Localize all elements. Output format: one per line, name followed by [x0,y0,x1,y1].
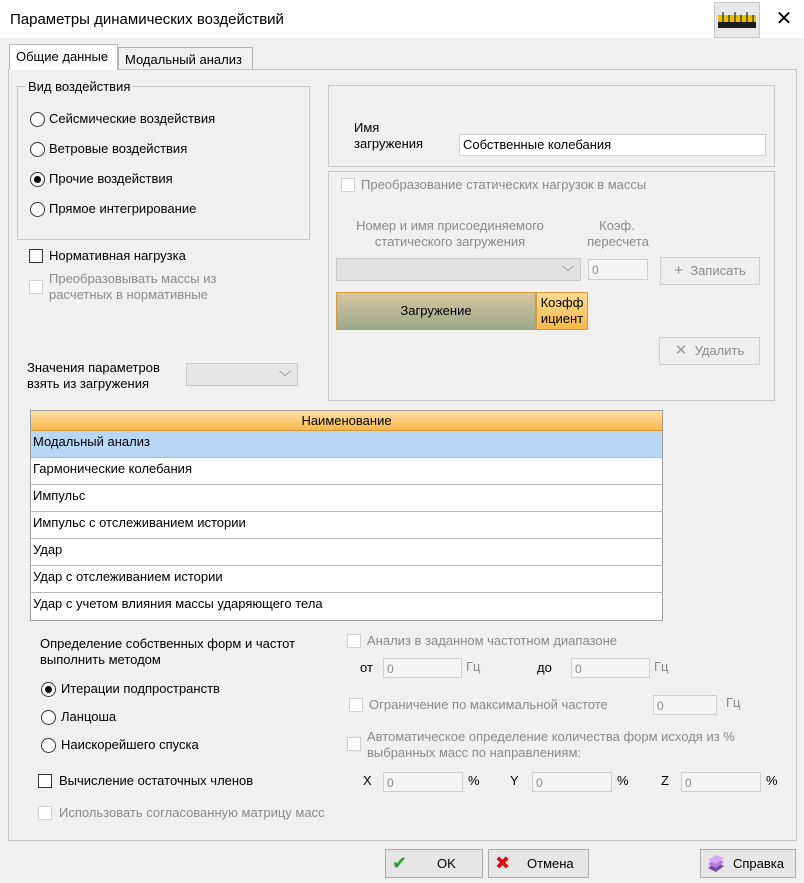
static-to-mass-label: Преобразование статических нагрузок в массы [361,177,647,192]
freq-to-label: до [537,660,552,675]
write-button[interactable] [660,257,760,285]
plus-icon: + [674,262,683,279]
residual-terms-label: Вычисление остаточных членов [59,773,254,788]
tab-general[interactable]: Общие данные [9,44,118,70]
z-input[interactable]: 0 [681,772,761,792]
freq-range-checkbox[interactable] [347,634,361,648]
coef-input[interactable]: 0 [588,259,648,280]
delete-button[interactable] [659,337,760,365]
y-label: Y [510,773,519,788]
list-item[interactable]: Гармонические колебания [31,458,662,485]
radio-seismic-label: Сейсмические воздействия [49,111,216,126]
chevron-down-icon: ﹀ [278,370,291,384]
freq-from-input[interactable]: 0 [383,658,462,678]
radio-lanczos[interactable] [41,710,56,725]
freq-from-label: от [360,660,373,675]
radio-wind[interactable] [30,142,45,157]
analysis-list-header[interactable]: Наименование [31,411,662,431]
list-item[interactable]: Удар с отслеживанием истории [31,566,662,593]
cancel-x-icon: ✖ [495,853,511,873]
eigen-method-label-2: выполнить методом [40,652,161,667]
x-input[interactable]: 0 [383,772,463,792]
freq-range-label: Анализ в заданном частотном диапазоне [367,633,617,648]
max-freq-input[interactable]: 0 [653,695,717,715]
max-freq-checkbox[interactable] [349,698,363,712]
radio-direct-integration[interactable] [30,202,45,217]
convert-masses-label-2: расчетных в нормативные [49,287,208,302]
radio-other[interactable] [30,172,45,187]
residual-terms-checkbox[interactable] [38,774,52,788]
grid-col-coef-label-1: Коэфф [540,295,584,310]
x-unit: % [468,773,480,788]
load-name-label-2: загружения [354,136,424,151]
freq-to-unit: Гц [654,659,669,674]
radio-subspace-iteration-label: Итерации подпространств [61,681,220,696]
analysis-type-list [30,410,663,621]
load-name-label-1: Имя [354,120,380,135]
impact-type-group [17,79,310,240]
ruler-icon-button[interactable] [714,2,760,38]
radio-direct-integration-label: Прямое интегрирование [49,201,197,216]
close-icon[interactable]: ✕ [775,8,793,30]
y-unit: % [617,773,629,788]
consistent-mass-checkbox[interactable] [38,806,52,820]
freq-to-input[interactable]: 0 [571,658,650,678]
window-title: Параметры динамических воздействий [10,11,284,28]
tab-modal-analysis[interactable]: Модальный анализ [118,47,253,69]
static-to-mass-group [328,171,775,401]
coef-col-label-1: Коэф. [599,218,635,233]
delete-button-label: Удалить [694,343,745,358]
static-to-mass-checkbox[interactable] [341,178,355,192]
radio-wind-label: Ветровые воздействия [49,141,188,156]
y-input[interactable]: 0 [532,772,612,792]
x-label: X [363,773,372,788]
normative-load-label: Нормативная нагрузка [49,248,186,263]
z-unit: % [766,773,778,788]
param-source-select[interactable] [186,363,298,386]
freq-from-unit: Гц [466,659,481,674]
convert-masses-label-1: Преобразовывать массы из [49,271,217,286]
auto-forms-label-1: Автоматическое определение количества форм исходя из % [367,729,735,744]
static-load-select[interactable] [336,258,581,281]
list-item[interactable]: Импульс [31,485,662,512]
z-label: Z [661,773,669,788]
radio-subspace-iteration[interactable] [41,682,56,697]
radio-steepest-descent[interactable] [41,738,56,753]
param-source-label-1: Значения параметров [27,360,160,375]
radio-other-label: Прочие воздействия [49,171,173,186]
static-load-col-label-2: статического загружения [374,234,526,249]
impact-type-legend: Вид воздействия [28,79,131,94]
consistent-mass-label: Использовать согласованную матрицу масс [59,805,325,820]
auto-forms-checkbox[interactable] [347,737,361,751]
max-freq-label: Ограничение по максимальной частоте [369,697,608,712]
grid-col-coef-label-2: ициент [540,311,584,326]
help-button-label: Справка [733,856,784,871]
radio-steepest-descent-label: Наискорейшего спуска [61,737,199,752]
check-icon: ✔ [392,853,408,873]
ruler-icon [715,3,759,37]
list-item[interactable]: Модальный анализ [31,431,662,458]
normative-load-checkbox[interactable] [29,249,43,263]
chevron-down-icon: ﹀ [561,265,574,279]
radio-seismic[interactable] [30,112,45,127]
help-button[interactable] [700,849,796,878]
list-item[interactable]: Удар с учетом влияния массы ударяющего тела [33,596,323,611]
grid-col-coef[interactable] [536,292,588,330]
grid-col-load[interactable]: Загружение [336,292,536,330]
list-item[interactable]: Удар [31,539,662,566]
coef-col-label-2: пересчета [587,234,649,249]
load-name-input[interactable]: Собственные колебания [459,134,766,156]
max-freq-unit: Гц [726,695,741,710]
convert-masses-checkbox[interactable] [29,280,43,294]
write-button-label: Записать [690,263,746,278]
auto-forms-label-2: выбранных масс по направлениям: [367,745,581,760]
ok-button[interactable] [385,849,483,878]
ok-button-label: OK [437,856,456,871]
eigen-method-label-1: Определение собственных форм и частот [40,636,296,651]
param-source-label-2: взять из загружения [27,376,150,391]
cross-icon: ✕ [674,342,688,359]
cancel-button[interactable] [488,849,589,878]
help-book-icon [706,854,726,883]
cancel-button-label: Отмена [527,856,574,871]
list-item[interactable]: Импульс с отслеживанием истории [31,512,662,539]
radio-lanczos-label: Ланцоша [61,709,117,724]
static-load-col-label-1: Номер и имя присоединяемого [356,218,544,233]
